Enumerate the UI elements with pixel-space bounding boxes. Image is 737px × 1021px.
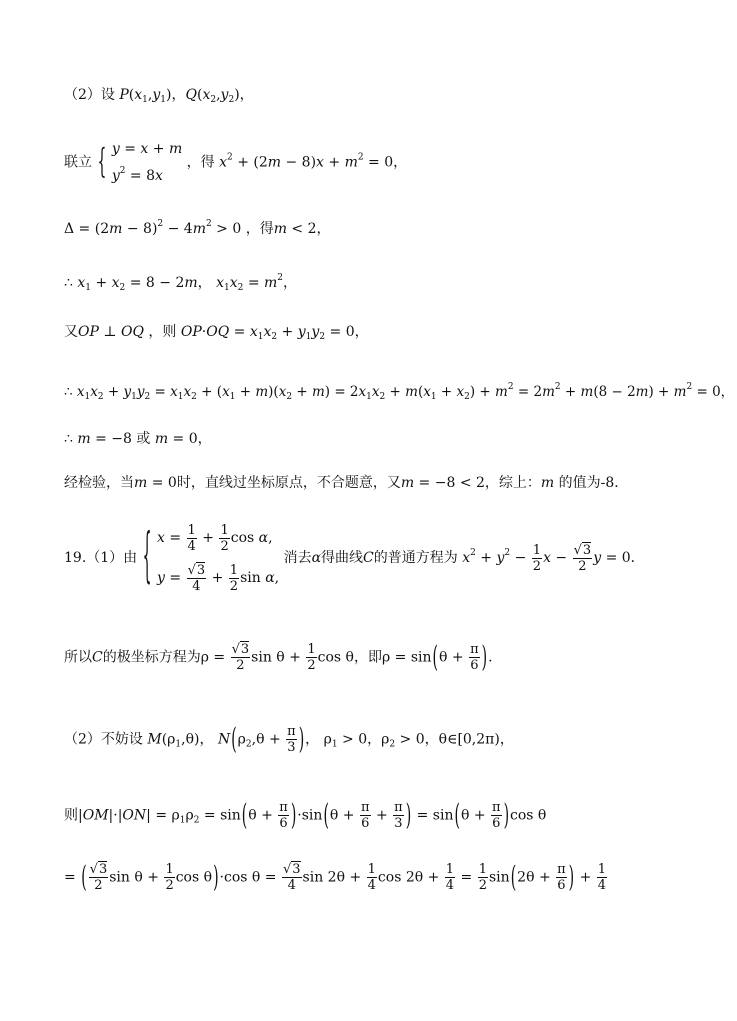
line-7: ∴ m = −8 或 m = 0， — [64, 431, 212, 447]
line-10: 所以C的极坐标方程为ρ = $\frac{√3}{2}$ sin θ + $\frac{1}{2}$ cos θ，即ρ = sin(θ + $\frac{\pi}{6}$ ). — [64, 640, 493, 675]
line-4: ∴ $x_1 + x_2 = 8 - 2m$， $x_1x_2 = m^2$， — [64, 273, 298, 293]
line-1: （2）设 $P(x_1,y_1)$，$Q(x_2,y_2)$， — [64, 87, 254, 105]
line-2: 联立 { y = x + m $y^2 = 8x$ ，得 $x^2 + (2m - 8)x + m^2 = 0$， — [64, 141, 408, 184]
line-9: 19.（1）由 { x = $\frac{1}{4}$ + $\frac{1}{2}$ cos α, y = $\frac{√3}{4}$ + $\frac{1}{2}$ sin α, 消去α得曲线C的普通方程为 $x^2 + y^2$ − $\frac{1}{2}$ x − $\frac{√3}{2}$ y = 0． — [64, 522, 645, 594]
line-8: 经检验，当m = 0时，直线过坐标原点，不合题意，又m = −8 < 2，综上：m 的值为-8． — [64, 475, 629, 491]
line-5: 又OP ⊥ OQ ，则 $OP\cdot OQ = x_1x_2 + y_1y_2 = 0$， — [64, 324, 369, 342]
line-3: $\Delta = (2m - 8)^2 - 4m^2 > 0$ ，得m < 2， — [64, 219, 331, 237]
line-11: （2）不妨设 $M(\rho_1,\theta)$， $N(\rho_2,\theta$ + $\frac{\pi}{3}$ )， $\rho_1 > 0$，$\rho_2 > 0$，θ∈[0,2π)， — [64, 722, 514, 757]
line-12: 则$|OM|\cdot|ON| = \rho_1\rho_2 = \sin(\theta$ + $\frac{\pi}{6}$ )·sin(θ + $\frac{\pi}{6}$ + $\frac{\pi}{3}$ ) = sin(θ + $\frac{\pi}{6}$ )cos θ — [64, 798, 547, 833]
line-13: = ( $\frac{√3}{2}$ sin θ + $\frac{1}{2}$ cos θ)·cos θ = $\frac{√3}{4}$ sin 2θ + $\frac{1}{4}$ cos 2θ + $\frac{1}{4}$ = $\frac{1}{2}$ sin(2θ + $\frac{\pi}{6}$ ) + $\frac{1}{4}$ — [64, 860, 607, 895]
line-6: ∴ $x_1x_2 + y_1y_2 = x_1x_2 + (x_1 + m)(x_2 + m) = 2x_1x_2 + m(x_1 + x_2) + m^2 = 2m^2 + m(8 - 2m) + m^2 = 0$， — [64, 382, 735, 402]
